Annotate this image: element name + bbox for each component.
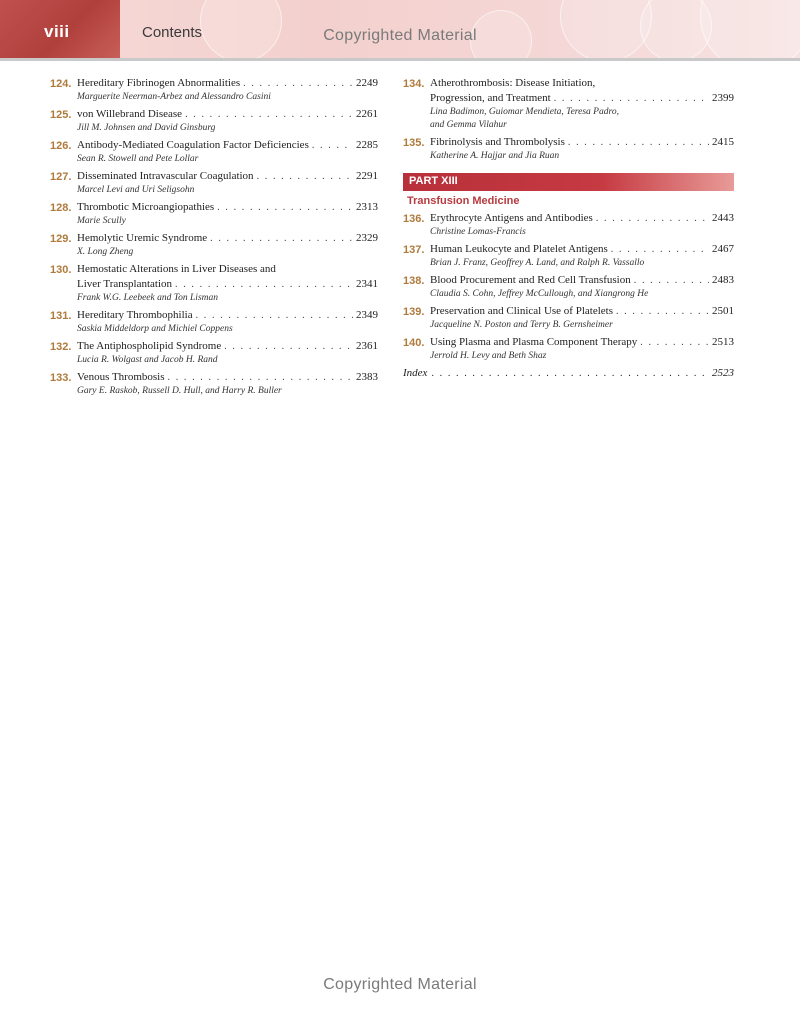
page-ref: 2313 xyxy=(356,201,378,213)
dot-leader xyxy=(596,211,709,226)
chapter-number: 131. xyxy=(50,310,72,322)
dot-leader xyxy=(568,135,709,150)
page-ref: 2329 xyxy=(356,232,378,244)
chapter-number: 124. xyxy=(50,78,72,90)
chapter-authors: Jill M. Johnsen and David Ginsburg xyxy=(77,123,216,133)
chapter-number: 129. xyxy=(50,233,72,245)
dot-leader xyxy=(616,304,709,319)
chapter-authors: Lucia R. Wolgast and Jacob H. Rand xyxy=(77,355,218,365)
dot-leader xyxy=(640,335,709,350)
toc-entry[interactable] xyxy=(50,169,378,197)
chapter-title: Disseminated Intravascular Coagulation xyxy=(77,170,254,182)
chapter-title: Atherothrombosis: Disease Initiation, xyxy=(430,77,596,89)
chapter-number: 135. xyxy=(403,137,425,149)
dot-leader xyxy=(185,107,353,122)
dot-leader xyxy=(312,138,353,153)
toc-entry[interactable] xyxy=(50,231,378,259)
index-label: Index xyxy=(403,367,428,379)
toc-entry[interactable] xyxy=(403,211,734,239)
chapter-number: 133. xyxy=(50,372,72,384)
toc-entry[interactable] xyxy=(50,339,378,367)
chapter-number: 138. xyxy=(403,275,425,287)
toc-entry[interactable] xyxy=(50,76,378,104)
page-number: viii xyxy=(44,22,70,41)
chapter-title: Venous Thrombosis xyxy=(77,371,165,383)
toc-left-column xyxy=(50,76,378,401)
chapter-authors: X. Long Zheng xyxy=(77,247,134,257)
dot-leader xyxy=(431,366,708,381)
toc-entry[interactable] xyxy=(403,76,734,132)
chapter-authors: Marie Scully xyxy=(77,216,126,226)
chapter-authors: Jerrold H. Levy and Beth Shaz xyxy=(430,351,547,361)
chapter-number: 126. xyxy=(50,140,72,152)
index-entry[interactable] xyxy=(403,366,734,381)
dot-leader xyxy=(634,273,709,288)
chapter-title: Antibody-Mediated Coagulation Factor Deficiencies xyxy=(77,139,309,151)
chapter-authors: Christine Lomas-Francis xyxy=(430,227,526,237)
chapter-title: Human Leukocyte and Platelet Antigens xyxy=(430,243,608,255)
chapter-title: Progression, and Treatment xyxy=(430,92,551,104)
chapter-authors: Marcel Levi and Uri Seligsohn xyxy=(77,185,195,195)
toc-entry[interactable] xyxy=(403,242,734,270)
toc-entry[interactable] xyxy=(403,335,734,363)
dot-leader xyxy=(243,76,353,91)
page-ref: 2483 xyxy=(712,274,734,286)
chapter-title: The Antiphospholipid Syndrome xyxy=(77,340,222,352)
chapter-number: 130. xyxy=(50,264,72,276)
page-ref: 2513 xyxy=(712,336,734,348)
chapter-authors: Marguerite Neerman-Arbez and Alessandro Casini xyxy=(77,92,271,102)
chapter-number: 125. xyxy=(50,109,72,121)
index-page: 2523 xyxy=(712,367,734,379)
dot-leader xyxy=(175,277,353,292)
page-ref: 2399 xyxy=(712,92,734,104)
chapter-authors: Brian J. Franz, Geoffrey A. Land, and Ralph R. Vassallo xyxy=(430,258,645,268)
dot-leader xyxy=(217,200,353,215)
page-ref: 2361 xyxy=(356,340,378,352)
page-ref: 2501 xyxy=(712,305,734,317)
chapter-title: Thrombotic Microangiopathies xyxy=(77,201,215,213)
chapter-authors: Lina Badimon, Guiomar Mendieta, Teresa Padro, xyxy=(430,107,619,117)
running-head: Contents xyxy=(142,24,203,41)
dot-leader xyxy=(196,308,353,323)
chapter-number: 137. xyxy=(403,244,425,256)
page-ref: 2341 xyxy=(356,278,378,290)
chapter-title: Hereditary Thrombophilia xyxy=(77,309,193,321)
page-ref: 2443 xyxy=(712,212,734,224)
dot-leader xyxy=(224,339,353,354)
chapter-authors: Gary E. Raskob, Russell D. Hull, and Harry R. Buller xyxy=(77,386,282,396)
chapter-number: 132. xyxy=(50,341,72,353)
toc-entry[interactable] xyxy=(50,200,378,228)
dot-leader xyxy=(168,370,354,385)
chapter-title: Blood Procurement and Red Cell Transfusion xyxy=(430,274,631,286)
page-ref: 2349 xyxy=(356,309,378,321)
toc-entry[interactable] xyxy=(50,262,378,305)
chapter-authors: Jacqueline N. Poston and Terry B. Gernsheimer xyxy=(430,320,613,330)
page-ref: 2467 xyxy=(712,243,734,255)
chapter-number: 127. xyxy=(50,171,72,183)
chapter-number: 128. xyxy=(50,202,72,214)
page-ref: 2291 xyxy=(356,170,378,182)
chapter-number: 134. xyxy=(403,78,425,90)
toc-right-column xyxy=(403,76,734,381)
toc-entry[interactable] xyxy=(403,135,734,163)
chapter-authors: Katherine A. Hajjar and Jia Ruan xyxy=(430,151,560,161)
page-ref: 2249 xyxy=(356,77,378,89)
toc-entry[interactable] xyxy=(50,107,378,135)
toc-entry[interactable] xyxy=(50,138,378,166)
chapter-number: 139. xyxy=(403,306,425,318)
watermark-bottom: Copyrighted Material xyxy=(323,976,477,993)
dot-leader xyxy=(554,91,709,106)
chapter-title: Using Plasma and Plasma Component Therapy xyxy=(430,336,638,348)
part-title: Transfusion Medicine xyxy=(407,195,520,207)
dot-leader xyxy=(210,231,353,246)
page-ref: 2285 xyxy=(356,139,378,151)
chapter-title: Hemolytic Uremic Syndrome xyxy=(77,232,208,244)
dot-leader xyxy=(257,169,353,184)
chapter-title: Fibrinolysis and Thrombolysis xyxy=(430,136,565,148)
watermark-top: Copyrighted Material xyxy=(323,27,477,44)
page-ref: 2261 xyxy=(356,108,378,120)
chapter-title: Erythrocyte Antigens and Antibodies xyxy=(430,212,593,224)
toc-entry[interactable] xyxy=(50,308,378,336)
dot-leader xyxy=(611,242,709,257)
chapter-authors: Sean R. Stowell and Pete Lollar xyxy=(77,154,199,164)
chapter-title: Hereditary Fibrinogen Abnormalities xyxy=(77,77,241,89)
chapter-title: von Willebrand Disease xyxy=(77,108,183,120)
chapter-title: Liver Transplantation xyxy=(77,278,173,290)
page-ref: 2415 xyxy=(712,136,734,148)
page-ref: 2383 xyxy=(356,371,378,383)
chapter-number: 136. xyxy=(403,213,425,225)
toc-entry[interactable] xyxy=(403,304,734,332)
chapter-authors: and Gemma Vilahur xyxy=(430,120,507,130)
part-label: PART XIII xyxy=(409,175,458,187)
chapter-number: 140. xyxy=(403,337,425,349)
chapter-authors: Claudia S. Cohn, Jeffrey McCullough, and Xiangrong He xyxy=(430,289,649,299)
chapter-authors: Frank W.G. Leebeek and Ton Lisman xyxy=(77,293,219,303)
part-banner xyxy=(403,173,734,191)
chapter-title: Hemostatic Alterations in Liver Diseases and xyxy=(77,263,276,275)
chapter-title: Preservation and Clinical Use of Platelets xyxy=(430,305,613,317)
toc-entry[interactable] xyxy=(50,370,378,398)
chapter-authors: Saskia Middeldorp and Michiel Coppens xyxy=(77,324,233,334)
toc-entry[interactable] xyxy=(403,273,734,301)
